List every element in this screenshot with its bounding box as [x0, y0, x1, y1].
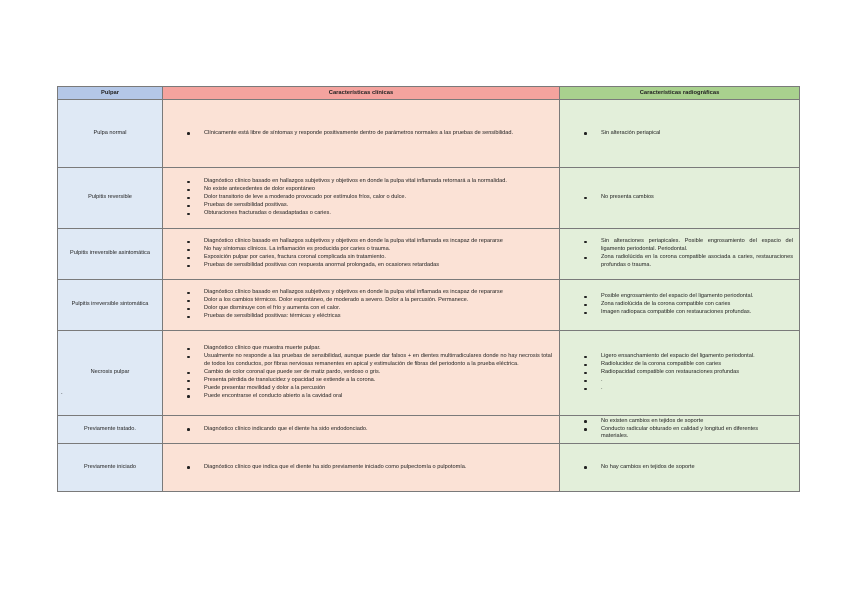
list-item: Usualmente no responde a las pruebas de sensibilidad, aunque puede dar falsos + en dientes multirradiculares donde no hay necrosis total de todos los conductos, por fibras nerviosas remanentes en apical y estimulación de fibras del periodonto a la prueba eléctrica. [204, 353, 552, 368]
radiographic-list [563, 418, 796, 442]
list-item: Radiolucidez de la corona compatible con caries [601, 361, 793, 369]
pulpar-cell: Necrosis pulpar [58, 331, 163, 416]
diagnosis-table [57, 86, 800, 492]
table-row [58, 416, 800, 444]
radiographic-list [563, 130, 796, 138]
header-clinicas: Características clínicas [163, 87, 560, 100]
list-item: Dolor que disminuye con el frío y aumenta con el calor. [204, 305, 536, 313]
pulpar-cell: Previamente iniciado [58, 444, 163, 492]
clinical-cell [163, 280, 560, 331]
radiographic-list [563, 353, 796, 393]
list-item: Clínicamente está libre de síntomas y responde positivamente dentro de parámetros normales a las pruebas de sensibilidad. [204, 130, 531, 138]
clinical-list [166, 464, 556, 472]
list-item: Diagnóstico clínico basado en hallazgos subjetivos y objetivos en donde la pulpa vital inflamada es incapaz de repararse [204, 238, 536, 246]
table-row [58, 168, 800, 229]
radiographic-list [563, 238, 796, 270]
clinical-list [166, 130, 556, 138]
list-item: . [601, 377, 793, 385]
clinical-cell [163, 100, 560, 168]
list-item: No hay síntomas clínicos. La inflamación es producida por caries o trauma. [204, 246, 536, 254]
list-item: Ligero ensanchamiento del espacio del ligamento periodontal. [601, 353, 793, 361]
table-row [58, 100, 800, 168]
list-item: Pruebas de sensibilidad positivas: térmicas y eléctricas [204, 313, 536, 321]
pulpar-cell: Pulpitis irreversible sintomática [58, 280, 163, 331]
table-row [58, 331, 800, 416]
list-item: Posible engrosamiento del espacio del ligamento periodontal. [601, 293, 756, 301]
stray-mark: . [61, 390, 63, 396]
list-item: Diagnóstico clínico que indica que el diente ha sido previamente iniciado como pulpectomía o pulpotomía. [204, 464, 556, 472]
list-item: Puede presentar movilidad y dolor a la percusión [204, 385, 552, 393]
list-item: Conducto radicular obturado en calidad y longitud en diferentes materiales. [601, 426, 776, 442]
clinical-cell [163, 416, 560, 444]
clinical-cell [163, 229, 560, 280]
list-item: Obturaciones fracturadas o desadaptadas o caries. [204, 210, 536, 218]
list-item: Diagnóstico clínico basado en hallazgos subjetivos y objetivos en donde la pulpa vital inflamada es incapaz de repararse [204, 289, 536, 297]
radiographic-cell [560, 100, 800, 168]
list-item: Pruebas de sensibilidad positivas con respuesta anormal prolongada, en ocasiones retardadas [204, 262, 536, 270]
list-item: Radiopacidad compatible con restauraciones profundas [601, 369, 793, 377]
radiographic-cell [560, 229, 800, 280]
clinical-cell [163, 168, 560, 229]
clinical-cell [163, 331, 560, 416]
list-item: Sin alteración periapical [601, 130, 796, 138]
list-item: Diagnóstico clínico basado en hallazgos subjetivos y objetivos en donde la pulpa vital inflamada retornará a la normalidad. [204, 178, 536, 186]
radiographic-list [563, 194, 796, 202]
list-item: Sin alteraciones periapicales. Posible engrosamiento del espacio del ligamento periodontal. Periodontal. [601, 238, 793, 253]
clinical-list [166, 178, 556, 218]
radiographic-cell [560, 416, 800, 444]
radiographic-list [563, 464, 796, 472]
pulpar-cell: Pulpitis irreversible asintomática [58, 229, 163, 280]
header-radiograficas: Características radiográficas [560, 87, 800, 100]
clinical-list [166, 289, 556, 321]
clinical-cell [163, 444, 560, 492]
list-item: No presenta cambios [601, 194, 796, 202]
list-item: No existe antecedentes de dolor espontáneo [204, 186, 536, 194]
list-item: Zona radiolúcida de la corona compatible con caries [601, 301, 756, 309]
radiographic-cell [560, 331, 800, 416]
pulpar-cell: Previamente tratado. [58, 416, 163, 444]
list-item: Diagnóstico clínico que muestra muerte pulpar. [204, 345, 552, 353]
header-row [58, 87, 800, 100]
pulpar-cell: Pulpa normal [58, 100, 163, 168]
list-item: Pruebas de sensibilidad positivas. [204, 202, 536, 210]
table-row [58, 280, 800, 331]
list-item: Puede encontrarse el conducto abierto a la cavidad oral [204, 393, 552, 401]
list-item: Imagen radiopaca compatible con restauraciones profundas. [601, 309, 756, 317]
clinical-list [166, 426, 556, 434]
clinical-list [166, 345, 556, 401]
list-item: Zona radiolúcida en la corona compatible asociada a caries, restauraciones profundas o trauma. [601, 254, 793, 268]
header-pulpar: Pulpar [58, 87, 163, 100]
table-row [58, 444, 800, 492]
table-row [58, 229, 800, 280]
clinical-list [166, 238, 556, 270]
list-item: No hay cambios en tejidos de soporte [601, 464, 796, 472]
list-item: No existen cambios en tejidos de soporte [601, 418, 776, 426]
list-item: Dolor a los cambios térmicos. Dolor espontáneo, de moderado a severo. Dolor a la percusión. Permanece. [204, 297, 536, 305]
pulpar-cell: Pulpitis reversible [58, 168, 163, 229]
list-item: Dolor transitorio de leve a moderado provocado por estímulos fríos, calor o dulce. [204, 194, 536, 202]
list-item: Exposición pulpar por caries, fractura coronal complicada sin tratamiento. [204, 254, 536, 262]
list-item: . [601, 385, 793, 393]
list-item: Diagnóstico clínico indicando que el diente ha sido endodonciado. [204, 426, 556, 434]
radiographic-list [563, 293, 796, 317]
radiographic-cell [560, 280, 800, 331]
radiographic-cell [560, 168, 800, 229]
list-item: Presenta pérdida de translucidez y opacidad se extiende a la corona. [204, 377, 552, 385]
radiographic-cell [560, 444, 800, 492]
list-item: Cambio de color coronal que puede ser de matiz pardo, verdoso o gris. [204, 369, 552, 377]
